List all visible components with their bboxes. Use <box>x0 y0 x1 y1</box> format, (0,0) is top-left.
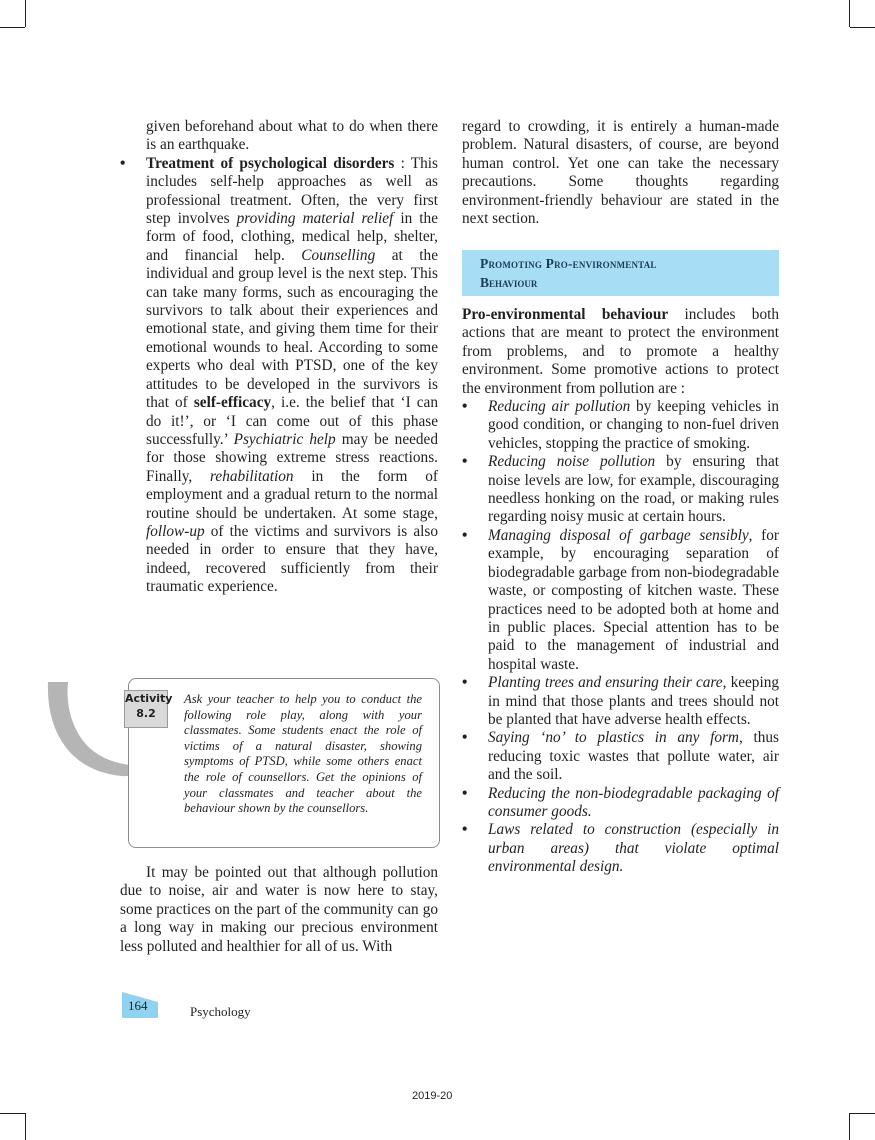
bullet-icon: • <box>462 821 468 839</box>
list-item: • Reducing noise pollution by ensuring that noise levels are low, for example, discouraging needless honking on the road, or making rules regarding noisy music at certain hours. <box>462 453 780 526</box>
right-column-intro <box>462 118 779 228</box>
left-column <box>120 118 438 597</box>
list-item: • Saying ‘no’ to plastics in any form, thus reducing toxic wastes that pollute water, air and the soil. <box>462 729 779 784</box>
crop-mark-bottom-left-v <box>25 1113 26 1140</box>
definition-paragraph: Pro-environmental behaviour includes both actions that are meant to protect the environment from problems, and to promote a healthy environment. Some promotive actions to protect the environment from pollution are : <box>462 306 779 397</box>
bullet-icon: • <box>462 674 468 692</box>
list-item: • Managing disposal of garbage sensibly, for example, by encouraging separation of biodegradable garbage from non-biodegradable waste, or composting of kitchen waste. These practices need to be adopted both at home and in public places. Special attention has to be paid to the management of industrial and hospital waste. <box>462 526 779 673</box>
edition-year: 2019-20 <box>412 1090 453 1102</box>
bullet-icon: • <box>462 784 468 802</box>
left-bullet-list <box>120 155 438 597</box>
bullet-icon: • <box>462 453 468 471</box>
page-number: 164 <box>128 998 148 1013</box>
crop-mark-bottom-right-h <box>850 1113 875 1114</box>
crop-mark-top-left-h <box>0 27 25 28</box>
right-column-body <box>462 306 779 877</box>
crop-mark-bottom-left-h <box>0 1113 25 1114</box>
section-heading-box <box>462 250 779 296</box>
crop-mark-top-right-h <box>850 27 875 28</box>
section-heading-line2: Behaviour <box>480 275 538 290</box>
list-item: • Reducing the non-biodegradable packaging of consumer goods. <box>462 784 779 820</box>
bullet-icon: • <box>462 398 468 416</box>
bullet-icon: • <box>462 526 468 544</box>
intro-paragraph: regard to crowding, it is entirely a human-made problem. Natural disasters, of course, are beyond human control. Yet one can take the necessary precautions. Some thoughts regarding environment-friendly behaviour are stated in the next section. <box>462 118 779 228</box>
continued-paragraph: given beforehand about what to do when there is an earthquake. <box>146 118 438 154</box>
bullet-icon: • <box>120 154 126 172</box>
list-item: • Treatment of psychological disorders : This includes self-help approaches as well as professional treatment. Often, the very first step involves providing material relief in the form of food, clothing, medical help, shelter, and financial help. Counselling at the individual and group level is the next step. This can take many forms, such as encouraging the survivors to talk about their experiences and emotional state, and giving them time for their emotional wounds to heal. According to some experts who deal with PTSD, one of the key attitudes to be developed in the survivors is that of self-efficacy, i.e. the belief that ‘I can do it!’, or ‘I can come out of this phase successfully.’ Psychiatric help may be needed for those showing extreme stress reactions. Finally, rehabilitation in the form of employment and a gradual return to the normal routine should be undertaken. At some stage, follow-up of the victims and survivors is also needed in order to ensure that they have, indeed, recovered sufficiently from their traumatic experience. <box>120 154 439 596</box>
crop-mark-top-left-v <box>25 0 26 27</box>
crop-mark-bottom-right-v <box>849 1113 850 1140</box>
list-item: • Planting trees and ensuring their care, keeping in mind that those plants and trees should not be planted that have adverse health effects. <box>462 674 779 728</box>
bullet-icon: • <box>462 729 468 747</box>
pro-environment-list <box>462 398 779 877</box>
book-title: Psychology <box>190 1004 251 1019</box>
list-item: • Laws related to construction (especially in urban areas) that violate optimal environmental design. <box>462 821 779 876</box>
activity-text: Ask your teacher to help you to conduct the following role play, along with your classmates. Some students enact the role of victims of a natural disaster, showing symptoms of PTSD, while some others enact the role of counsellors. Get the opinions of your classmates and teacher about the behaviour shown by the counsellors. <box>184 692 422 816</box>
bullet-heading: Treatment of psychological disorders <box>146 154 395 172</box>
activity-badge: Activity 8.2 <box>124 690 168 728</box>
list-item: • Reducing air pollution by keeping vehicles in good condition, or changing to non-fuel driven vehicles, stopping the practice of smoking. <box>462 398 779 452</box>
crop-mark-top-right-v <box>849 0 850 27</box>
closing-paragraph: It may be pointed out that although pollution due to noise, air and water is now here to stay, some practices on the part of the community can go a long way in making our precious environment less polluted and healthier for all of us. With <box>120 864 438 955</box>
section-heading-line1: Promoting Pro-environmental <box>480 256 657 271</box>
